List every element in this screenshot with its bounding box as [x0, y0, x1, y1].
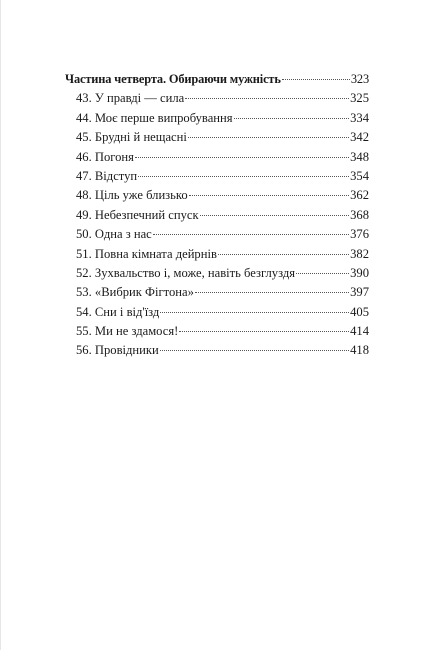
toc-chapter-entry — [65, 245, 369, 264]
toc-chapter-title: 47. Відступ — [76, 168, 138, 183]
toc-chapter-title: 46. Погоня — [76, 149, 134, 164]
toc-chapter-entry — [65, 225, 369, 244]
toc-dot-leader — [200, 215, 350, 216]
toc-chapter-entry — [65, 109, 369, 128]
toc-dot-leader — [153, 234, 349, 235]
toc-chapter-page-number: 348 — [350, 149, 369, 164]
toc-dot-leader — [218, 254, 349, 255]
toc-chapter-title: 52. Зухвальство і, може, навіть безглуздя — [76, 265, 296, 280]
toc-chapter-entry — [65, 128, 369, 147]
toc-dot-leader — [138, 176, 349, 177]
toc-chapter-entry — [65, 303, 369, 322]
toc-chapter-page-number: 325 — [350, 91, 369, 106]
toc-chapter-page-number: 334 — [350, 110, 369, 125]
toc-chapter-page-number: 362 — [350, 188, 369, 203]
toc-dot-leader — [160, 312, 349, 313]
page-edge — [0, 0, 1, 650]
toc-chapter-entry — [65, 206, 369, 225]
toc-part-title: Частина четверта. Обираючи мужність — [65, 72, 281, 86]
toc-part-page-number: 323 — [350, 72, 369, 86]
toc-chapter-entry — [65, 341, 369, 360]
toc-dot-leader — [185, 98, 349, 99]
toc-chapter-title: 44. Моє перше випробування — [76, 110, 233, 125]
toc-dot-leader — [160, 350, 349, 351]
toc-chapter-page-number: 405 — [350, 304, 369, 319]
toc-chapter-title: 50. Одна з нас — [76, 227, 152, 242]
toc-dot-leader — [135, 157, 349, 158]
toc-chapter-entry — [65, 148, 369, 167]
toc-chapter-entry — [65, 322, 369, 341]
toc-chapter-page-number: 397 — [350, 285, 369, 300]
toc-chapter-entry — [65, 186, 369, 205]
toc-chapter-title: 55. Ми не здамося! — [76, 324, 179, 339]
toc-dot-leader — [296, 273, 349, 274]
toc-chapter-page-number: 382 — [350, 246, 369, 261]
toc-chapter-entry — [65, 283, 369, 302]
toc-chapter-title: 45. Брудні й нещасні — [76, 130, 187, 145]
toc-chapter-entry — [65, 89, 369, 108]
toc-dot-leader — [195, 292, 349, 293]
toc-dot-leader — [188, 137, 349, 138]
toc-dot-leader — [234, 118, 350, 119]
toc-chapter-title: 43. У правді — сила — [76, 91, 185, 106]
toc-chapter-title: 51. Повна кімната дейрнів — [76, 246, 217, 261]
toc-chapter-page-number: 376 — [350, 227, 369, 242]
toc-chapter-page-number: 368 — [350, 207, 369, 222]
toc-chapter-title: 48. Ціль уже близько — [76, 188, 188, 203]
table-of-contents — [65, 70, 369, 361]
toc-dot-leader — [282, 79, 350, 80]
toc-part-entry — [65, 70, 369, 89]
toc-chapter-entry — [65, 167, 369, 186]
toc-dot-leader — [189, 195, 349, 196]
toc-chapter-title: 53. «Вибрик Фігтона» — [76, 285, 194, 300]
toc-chapter-title: 56. Провідники — [76, 343, 159, 358]
toc-chapter-page-number: 390 — [350, 265, 369, 280]
toc-chapter-title: 49. Небезпечний спуск — [76, 207, 199, 222]
toc-chapter-title: 54. Сни і від'їзд — [76, 304, 160, 319]
toc-chapter-page-number: 414 — [350, 324, 369, 339]
toc-chapter-page-number: 342 — [350, 130, 369, 145]
toc-chapter-page-number: 354 — [350, 168, 369, 183]
toc-chapter-entry — [65, 264, 369, 283]
toc-dot-leader — [179, 331, 349, 332]
toc-chapter-page-number: 418 — [350, 343, 369, 358]
